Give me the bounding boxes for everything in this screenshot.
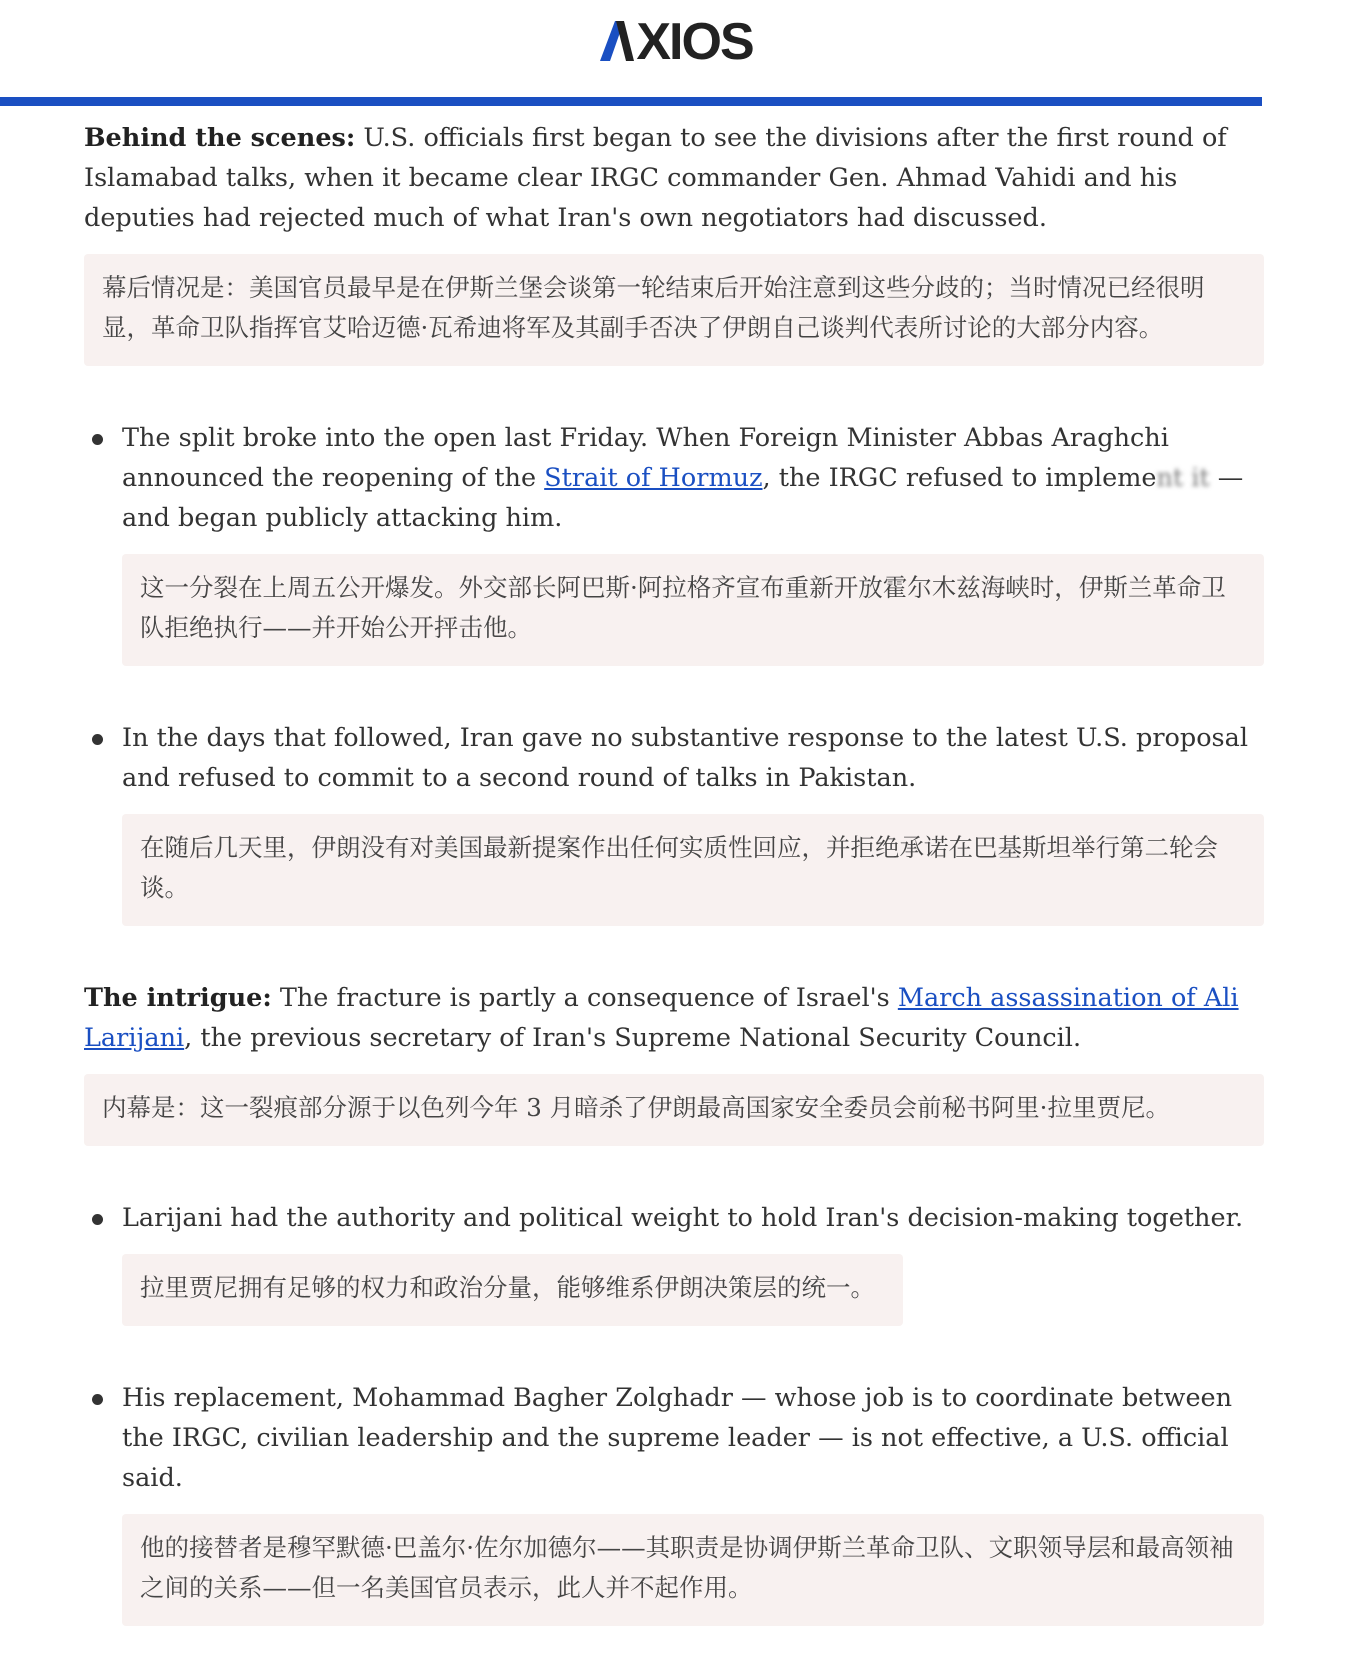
text-behind-the-scenes: U.S. officials first began to see the divisions after the first round of Islamabad talks, when it became clear IRGC commander Gen. Ahmad Vahidi and his deputies had rejected much of what Iran's own negotiators had discussed. (84, 123, 1227, 233)
bullet-days-followed-text: In the days that followed, Iran gave no substantive response to the latest U.S. proposal and refused to commit to a second round of talks in Pakistan. (122, 723, 1248, 793)
masthead (0, 0, 1353, 106)
bullet-dot (92, 434, 103, 445)
bullet-dot (92, 1394, 103, 1405)
translation-replacement: 他的接替者是穆罕默德·巴盖尔·佐尔加德尔——其职责是协调伊斯兰革命卫队、文职领导层和最高领袖之间的关系——但一名美国官员表示，此人并不起作用。 (122, 1514, 1264, 1626)
axios-logo-mark-icon (600, 21, 634, 61)
bullet-split-text-start: The split broke into the open last Friday. When Foreign Minister Abbas Araghchi announced the reopening of the (122, 423, 1169, 493)
axios-logo[interactable] (0, 14, 1353, 70)
bullet-larijani-authority-text: Larijani had the authority and political weight to hold Iran's decision-making together. (122, 1203, 1244, 1233)
bullet-dot (92, 1214, 103, 1225)
translation-split: 这一分裂在上周五公开爆发。外交部长阿巴斯·阿拉格齐宣布重新开放霍尔木兹海峡时，伊斯兰革命卫队拒绝执行——并开始公开抨击他。 (122, 554, 1264, 666)
bullet-split-text (122, 418, 1264, 538)
bullet-larijani-authority (84, 1198, 1264, 1378)
link-larijani-assassination[interactable]: March assassination of Ali Larijani (84, 983, 1239, 1053)
translation-days-followed: 在随后几天里，伊朗没有对美国最新提案作出任何实质性回应，并拒绝承诺在巴基斯坦举行第二轮会谈。 (122, 814, 1264, 926)
paragraph-intrigue (84, 978, 1264, 1058)
bullet-split-text-end: — and began publicly attacking him. (122, 463, 1244, 533)
bullet-split-text-mid: , the IRGC refused to impleme (762, 463, 1157, 493)
translation-intrigue: 内幕是：这一裂痕部分源于以色列今年 3 月暗杀了伊朗最高国家安全委员会前秘书阿里·拉里贾尼。 (84, 1074, 1264, 1146)
bullet-dot (92, 734, 103, 745)
bullet-split (84, 418, 1264, 666)
bullet-replacement (84, 1378, 1264, 1626)
intrigue-text-end: , the previous secretary of Iran's Supreme National Security Council. (184, 1023, 1082, 1053)
label-intrigue: The intrigue: (84, 983, 272, 1013)
translation-larijani-authority: 拉里贾尼拥有足够的权力和政治分量，能够维系伊朗决策层的统一。 (122, 1254, 903, 1326)
label-behind-the-scenes: Behind the scenes: (84, 123, 356, 153)
article-body (84, 118, 1264, 1676)
bullet-replacement-text: His replacement, Mohammad Bagher Zolghadr — whose job is to coordinate between the IRGC, civilian leadership and the supreme leader — is not effective, a U.S. official said. (122, 1383, 1233, 1493)
header-accent-rule (0, 97, 1262, 106)
axios-logo-text: XIOS (636, 13, 753, 71)
link-strait-of-hormuz[interactable]: Strait of Hormuz (544, 463, 763, 493)
intrigue-text-start: The fracture is partly a consequence of Israel's (271, 983, 898, 1013)
translation-behind-the-scenes: 幕后情况是：美国官员最早是在伊斯兰堡会谈第一轮结束后开始注意到这些分歧的；当时情况已经很明显，革命卫队指挥官艾哈迈德·瓦希迪将军及其副手否决了伊朗自己谈判代表所讨论的大部分内容。 (84, 254, 1264, 366)
paragraph-behind-the-scenes (84, 118, 1264, 238)
bullet-split-text-obscured: nt it (1156, 463, 1210, 493)
bullet-days-followed (84, 718, 1264, 926)
